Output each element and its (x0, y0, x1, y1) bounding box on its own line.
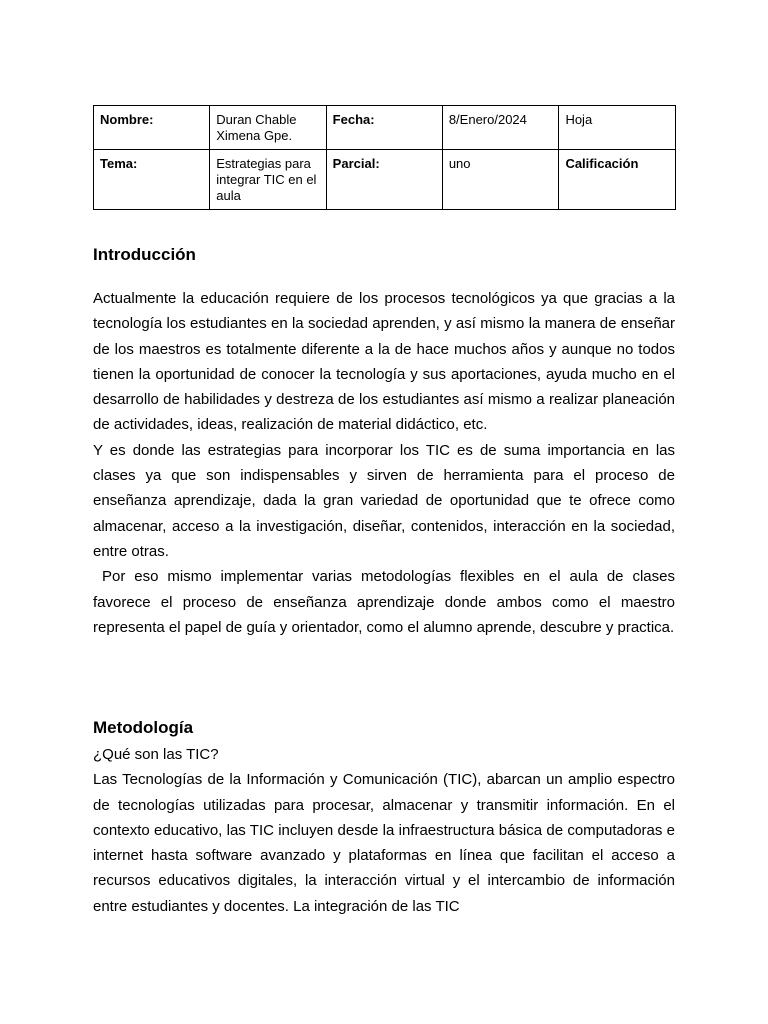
intro-heading: Introducción (93, 245, 196, 264)
tema-value: Estrategias para integrar TIC en el aula (210, 150, 326, 210)
tema-label: Tema: (94, 150, 210, 210)
metodologia-heading: Metodología (93, 718, 194, 737)
intro-paragraph-2: Y es donde las estrategias para incorporar los TIC es de suma importancia en las clases ya que son indispensables y sirven de herramienta para el proceso de enseñanza aprendizaje, dada la gran variedad de oportunidad que te ofrece como almacenar, acceso a la investigación, diseñar, contenidos, interacción en la sociedad, entre otras. (93, 441, 675, 560)
nombre-label: Nombre: (94, 106, 210, 150)
metodologia-question: ¿Qué son las TIC? (93, 746, 219, 763)
hoja-label: Hoja (559, 106, 676, 150)
intro-paragraph-1: Actualmente la educación requiere de los procesos tecnológicos ya que gracias a la tecnología los estudiantes en la sociedad aprenden, y así mismo la manera de enseñar de los maestros es totalmente diferente a la de hace muchos años y aunque no todos tienen la oportunidad de conocer la tecnología y sus aportaciones, ayuda mucho en el desarrollo de habilidades y destreza de los estudiantes así mismo a realizar planeación de actividades, ideas, realización de material didáctico, etc. (93, 290, 675, 434)
calificacion-label: Calificación (559, 150, 676, 210)
fecha-value: 8/Enero/2024 (442, 106, 559, 150)
metodologia-paragraph: Las Tecnologías de la Información y Comunicación (TIC), abarcan un amplio espectro de tecnologías utilizadas para procesar, almacenar y transmitir información. En el contexto educativo, las TIC incluyen desde la infraestructura básica de computadoras e internet hasta software avanzado y plataformas en línea que facilitan el acceso a recursos educativos digitales, la interacción virtual y el intercambio de información entre estudiantes y docentes. La integración de las TIC (93, 771, 675, 915)
header-table (93, 105, 676, 210)
intro-paragraph-3: Por eso mismo implementar varias metodologías flexibles en el aula de clases favorece el proceso de enseñanza aprendizaje donde ambos como el maestro representa el papel de guía y orientador, como el alumno aprende, descubre y practica. (93, 568, 675, 636)
header-row-2 (94, 150, 676, 210)
header-row-1 (94, 106, 676, 150)
metodologia-body (93, 742, 675, 919)
fecha-label: Fecha: (326, 106, 442, 150)
nombre-value: Duran Chable Ximena Gpe. (210, 106, 326, 150)
intro-body (93, 286, 675, 640)
parcial-label: Parcial: (326, 150, 442, 210)
parcial-value: uno (442, 150, 559, 210)
